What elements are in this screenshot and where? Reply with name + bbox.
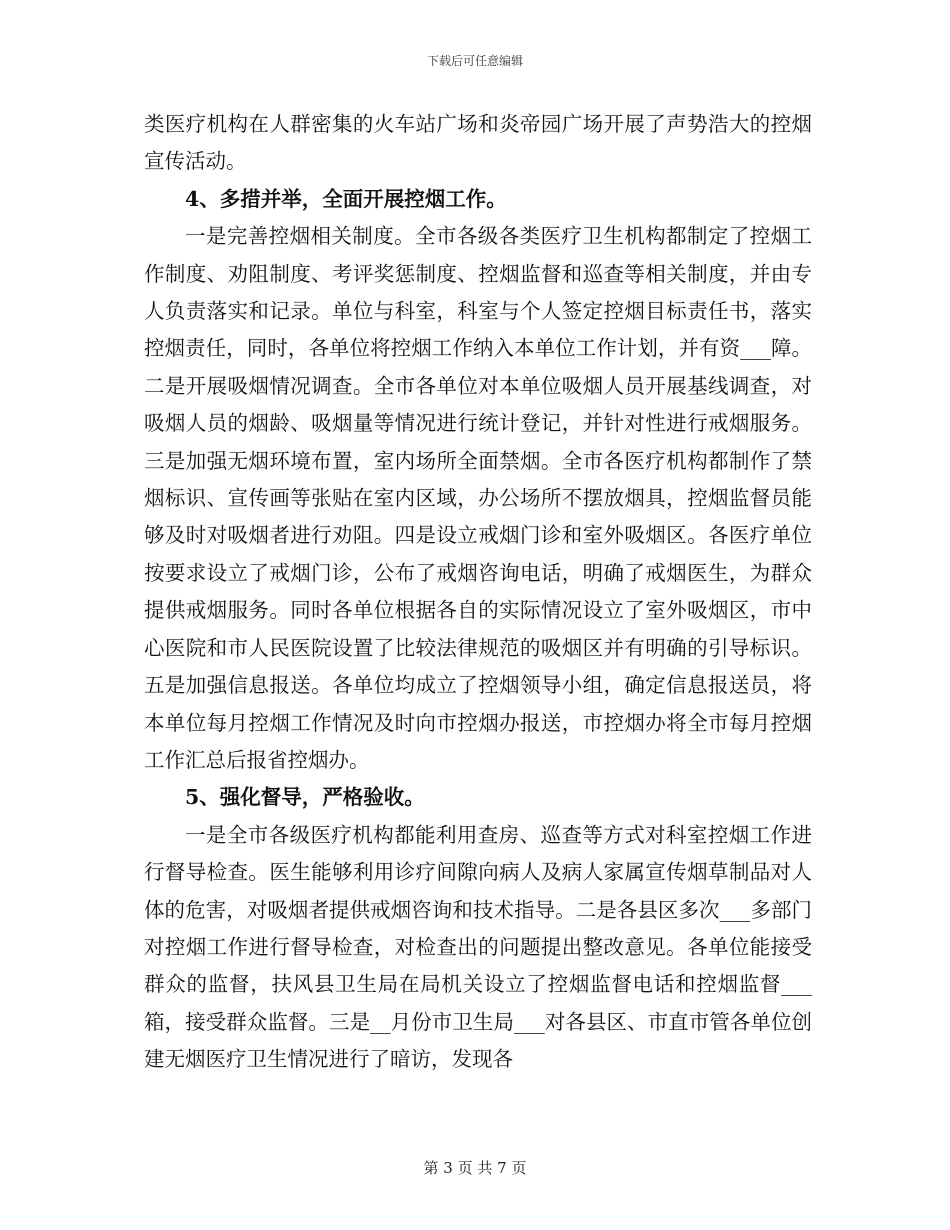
page-header: 下载后可任意编辑	[426, 54, 523, 68]
page-number-footer: 第 3 页 共 7 页	[423, 1159, 527, 1177]
paragraph-section-4: 一是完善控烟相关制度。全市各级各类医疗卫生机构都制定了控烟工作制度、劝阻制度、考评奖惩制度、控烟监督和巡查等相关制度，并由专人负责落实和记录。单位与科室，科室与个人签定控烟目标责任书，落实控烟责任，同时，各单位将控烟工作纳入本单位工作计划，并有资___障。二是开展吸烟情况调查。全市各单位对本单位吸烟人员开展基线调查，对吸烟人员的烟龄、吸烟量等情况进行统计登记，并针对性进行戒烟服务。三是加强无烟环境布置，室内场所全面禁烟。全市各医疗机构都制作了禁烟标识、宣传画等张贴在室内区域，办公场所不摆放烟具，控烟监督员能够及时对吸烟者进行劝阻。四是设立戒烟门诊和室外吸烟区。各医疗单位按要求设立了戒烟门诊，公布了戒烟咨询电话，明确了戒烟医生，为群众提供戒烟服务。同时各单位根据各自的实际情况设立了室外吸烟区，市中心医院和市人民医院设置了比较法律规范的吸烟区并有明确的引导标识。五是加强信息报送。各单位均成立了控烟领导小组，确定信息报送员，将本单位每月控烟工作情况及时向市控烟办报送，市控烟办将全市每月控烟工作汇总后报省控烟办。	[144, 224, 812, 772]
document-body	[144, 106, 812, 1079]
paragraph-section-5: 一是全市各级医疗机构都能利用查房、巡查等方式对科室控烟工作进行督导检查。医生能够利用诊疗间隙向病人及病人家属宣传烟草制品对人体的危害，对吸烟者提供戒烟咨询和技术指导。二是各县区多次___多部门对控烟工作进行督导检查，对检查出的问题提出整改意见。各单位能接受群众的监督，扶风县卫生局在局机关设立了控烟监督电话和控烟监督___箱，接受群众监督。三是__月份市卫生局___对各县区、市直市管各单位创建无烟医疗卫生情况进行了暗访，发现各	[144, 822, 812, 1072]
paragraph-continuation: 类医疗机构在人群密集的火车站广场和炎帝园广场开展了声势浩大的控烟宣传活动。	[144, 112, 812, 174]
section-heading-5: 5、强化督导，严格验收。	[185, 785, 425, 810]
section-heading-4: 4、多措并举，全面开展控烟工作。	[185, 186, 507, 211]
